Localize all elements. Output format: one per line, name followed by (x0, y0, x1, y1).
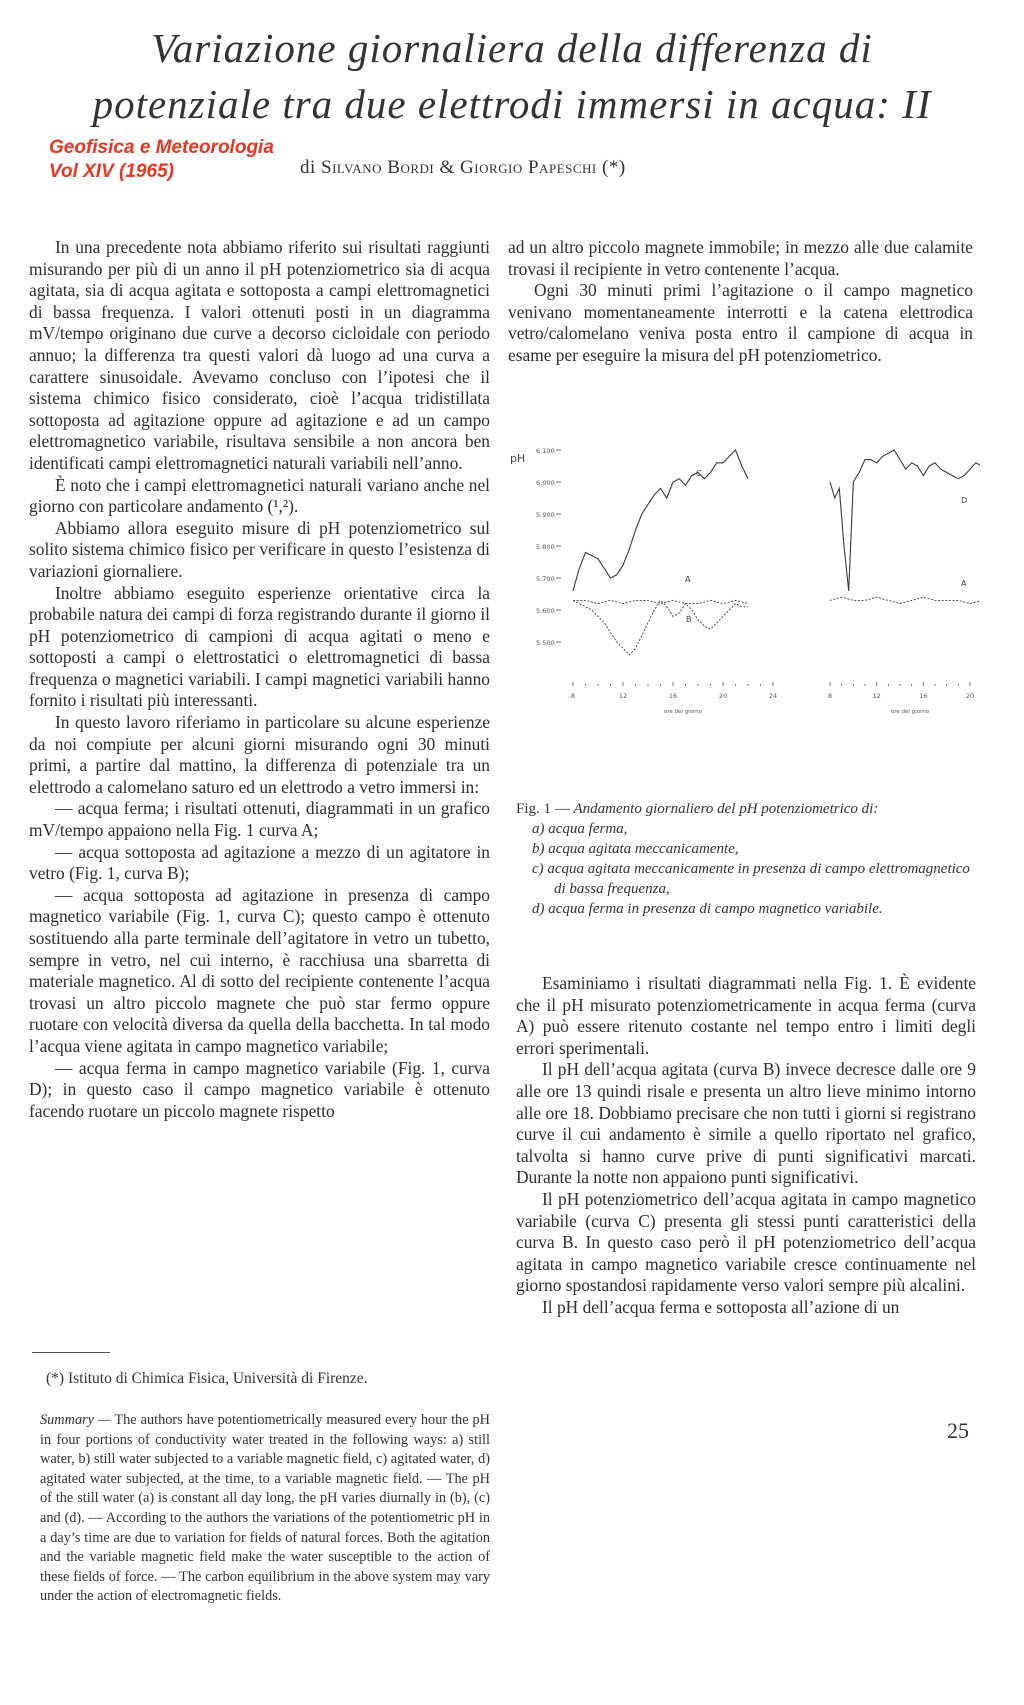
series-line-c (573, 450, 748, 591)
title-line-1: Variazione giornaliera della differenza di (151, 25, 873, 71)
paragraph: Inoltre abbiamo eseguito esperienze orientative circa la probabile natura dei campi di forza registrando durante il giorno il pH potenziometrico di campioni di acqua agitati o meno e sottoposti a campi o elettrostatici o elettromagnetici di bassa frequenza o magnetici variabili. I campi magnetici variabili hanno fornito i risultati più interessanti. (29, 582, 490, 711)
paragraph: Esaminiamo i risultati diagrammati nella Fig. 1. È evidente che il pH misurato potenziometricamente in acqua ferma (curva A) può essere ritenuto costante nel tempo entro i limiti degli errori sperimentali. (516, 973, 976, 1058)
paragraph: Ogni 30 minuti primi l’agitazione o il campo magnetico venivano momentaneamente interrotti e la catena elettrodica vetro/calomelano veniva posta entro il campione di acqua in esame per eseguire la misura del pH potenziometrico. (508, 280, 973, 365)
footnote: (*) Istituto di Chimica Fisica, Università di Firenze. (46, 1370, 368, 1387)
x-tick-label: 8 (570, 692, 576, 700)
list-item: — acqua sottoposta ad agitazione in presenza di campo magnetico variabile (Fig. 1, curva C); questo campo è ottenuto sostituendo alla parte terminale dell’agitatore in vetro un tubetto, sempre in vetro, nel cui interno, è racchiusa una sbarretta di materiale magnetico. Al di sotto del recipiente contenente l’acqua trovasi un altro piccolo magnete che può star fermo oppure ruotare con velocità diversa da quella della bacchetta. In tal modo l’acqua viene agitata in campo magnetico variabile; (29, 884, 490, 1056)
paragraph: In questo lavoro riferiamo in particolare su alcune esperienze da noi compiute per alcuni giorni misurando ogni 30 minuti primi, a partire dal mattino, la differenza di potenziale tra un elettrodo a calomelano saturo ed un elettrodo a vetro immersi in: (29, 712, 490, 797)
series-line-a (830, 597, 980, 603)
right-column-top (508, 237, 973, 367)
caption-item-c: c) acqua agitata meccanicamente in presenza di campo elettromagnetico di bassa frequenza, (532, 861, 970, 897)
paragraph: ad un altro piccolo magnete immobile; in mezzo alle due calamite trovasi il recipiente in vetro contenente l’acqua. (508, 237, 973, 279)
authors-ampersand: & (439, 157, 455, 178)
paragraph: Il pH dell’acqua agitata (curva B) invece decresce dalle ore 9 alle ore 13 quindi risale e presenta un altro lieve minimo intorno alle ore 18. Dobbiamo precisare che non tutti i giorni si registrano curve il cui andamento è simile a quello riportato nel grafico, talvolta si hanno curve prive di punti significativi marcati. Durante la notte non appaiono punti significativi. (516, 1059, 976, 1188)
y-tick-label: 5.500 (536, 639, 555, 647)
x-axis-label: ore del giorno (663, 709, 703, 715)
figure-caption (516, 799, 976, 919)
paragraph: Il pH dell’acqua ferma e sottoposta all’azione di un (542, 1296, 900, 1317)
paragraph: Abbiamo allora eseguito misure di pH potenziometrico sul solito sistema chimico fisico per verificare in questo l’esistenza di variazioni giornaliere. (29, 517, 490, 581)
x-tick-label: 8 (827, 692, 833, 700)
y-tick-label: 5.800 (536, 543, 555, 551)
list-item: — acqua ferma; i risultati ottenuti, diagrammati in un grafico mV/tempo appaiono nella Fig. 1 curva A; (29, 798, 490, 841)
x-tick-label: 16 (919, 692, 928, 700)
page-number: 25 (947, 1418, 969, 1443)
y-tick-label: 5.600 (536, 607, 555, 615)
y-tick-label: 6.100 (536, 447, 555, 455)
paragraph: In una precedente nota abbiamo riferito sui risultati raggiunti misurando per più di un anno il pH potenziometrico sia di acqua agitata, sia di acqua agitata e sottoposta a campi elettromagnetici di bassa frequenza. I valori ottenuti posti in un diagramma mV/tempo originano due curve a decorso cicloidale con periodo annuo; la differenza tra questi valori dà luogo ad una curva a carattere sinusoidale. Avevamo concluso con l’ipotesi che il sistema chimico fisico considerato, cioè l’acqua tridistillata sottoposta ad agitazione oppure ad agitazione e ad un campo elettromagnetico variabile, risultava sensibile a non ancora ben identificati campi elettromagnetici naturali variabili nell’anno. (29, 237, 490, 473)
summary-text: The authors have potentiometrically measured every hour the pH in four portions of conductivity water treated in the following ways: a) still water, b) still water subjected to a variable magnetic field, c) agitated water, d) agitated water subjected, at the time, to a variable magnetic field. — The pH of the still water (a) is constant all day long, the pH varies diurnally in (b), (c) and (d). — According to the authors the variations of the potentiometric pH in a day’s time are due to variation for fields of natural forces. Both the agitation and the variable magnetic field make the water susceptible to the action of these fields of force. — The carbon equilibrium in the above system may vary under the action of electromagnetic fields. (40, 1412, 490, 1605)
journal-stamp (49, 136, 274, 184)
authors-line (300, 157, 626, 179)
authors-footnote-mark: (*) (602, 157, 626, 178)
series-label-c: C (696, 469, 702, 478)
left-column (29, 237, 490, 1122)
author-2: Giorgio Papeschi (460, 157, 597, 178)
summary (40, 1411, 490, 1607)
right-column-bottom (516, 973, 976, 1319)
caption-item-a: a) acqua ferma, (532, 821, 628, 837)
series-label-a: A (961, 579, 967, 588)
authors-di: di (300, 157, 316, 178)
figure-1-chart (510, 440, 980, 780)
caption-fig-number: Fig. 1 — (516, 801, 570, 817)
x-tick-label: 20 (965, 692, 975, 700)
stamp-journal-name: Geofisica e Meteorologia (49, 137, 274, 158)
x-tick-label: 12 (618, 692, 628, 700)
y-tick-label: 5.900 (536, 511, 555, 519)
series-label-a: A (685, 575, 691, 584)
x-tick-label: 24 (768, 692, 778, 700)
title-line-2: potenziale tra due elettrodi immersi in acqua: II (92, 81, 932, 127)
paragraph: Il pH potenziometrico dell’acqua agitata in campo magnetico variabile (curva C) presenta gli stessi punti caratteristici della curva B. In questo caso però il pH potenziometrico dell’acqua agitata in campo magnetico variabile cresce continuamente nel giorno spostandosi rapidamente verso valori sempre più alcalini. (516, 1188, 976, 1296)
series-line-b (573, 600, 748, 654)
y-tick-label: 5.700 (536, 575, 555, 583)
series-label-b: B (686, 615, 692, 624)
y-axis-label: pH (510, 452, 526, 465)
author-1: Silvano Bordi (321, 157, 435, 178)
caption-item-d: d) acqua ferma in presenza di campo magnetico variabile. (532, 901, 883, 917)
caption-title: Andamento giornaliero del pH potenziometrico di: (573, 801, 879, 817)
list-item: — acqua sottoposta ad agitazione a mezzo di un agitatore in vetro (Fig. 1, curva B); (29, 841, 490, 884)
list-item: — acqua ferma in campo magnetico variabile (Fig. 1, curva D); in questo caso il campo magnetico variabile è ottenuto facendo ruotare un piccolo magnete rispetto (29, 1057, 490, 1121)
footnote-rule (32, 1352, 110, 1353)
series-line-d (830, 450, 980, 591)
x-axis-label: ore del giorno (890, 709, 930, 715)
paragraph: È noto che i campi elettromagnetici naturali variano anche nel giorno con particolare andamento (¹,²). (29, 474, 490, 517)
summary-label: Summary — (40, 1412, 111, 1428)
series-label-d: D (961, 496, 968, 505)
caption-item-b: b) acqua agitata meccanicamente, (532, 841, 739, 857)
x-tick-label: 16 (668, 692, 678, 700)
series-line-a (573, 600, 748, 603)
x-tick-label: 20 (718, 692, 728, 700)
y-tick-label: 6.000 (536, 479, 555, 487)
stamp-volume: Vol XIV (1965) (49, 161, 174, 182)
x-tick-label: 12 (872, 692, 881, 700)
